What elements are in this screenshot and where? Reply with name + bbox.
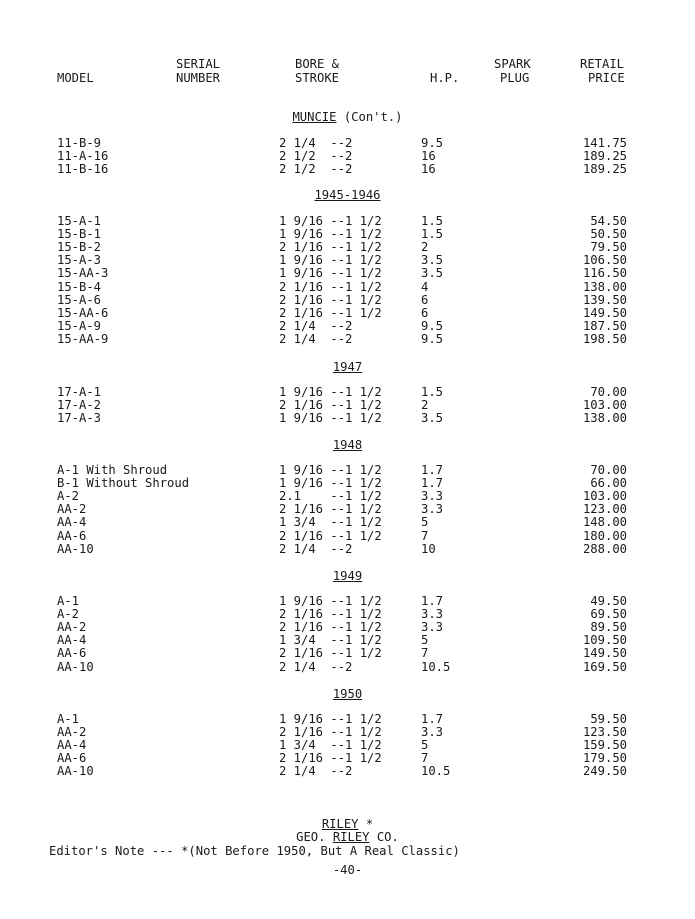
bore-stroke-cell: 2 1/4 --2 xyxy=(279,541,353,556)
hp-cell: 6 xyxy=(421,305,429,320)
hp-cell: 9.5 xyxy=(421,331,444,346)
hp-cell: 10.5 xyxy=(421,659,451,674)
price-cell: 59.50 xyxy=(590,712,627,726)
company-prefix: GEO. xyxy=(296,830,333,844)
header-retail-line2: PRICE xyxy=(588,71,625,85)
hp-cell: 10.5 xyxy=(421,764,451,779)
page-number: -40- xyxy=(332,863,363,877)
header-bore-line2: STROKE xyxy=(295,71,340,85)
price-cell: 187.50 xyxy=(582,318,627,333)
price-cell: 66.00 xyxy=(590,476,627,491)
section-title xyxy=(0,188,695,202)
model-cell: A-1 With Shroud xyxy=(57,463,168,477)
price-cell: 70.00 xyxy=(590,385,627,399)
header-serial-line1: SERIAL xyxy=(176,57,221,71)
model-cell: AA-4 xyxy=(57,633,87,648)
bore-stroke-cell: 2 1/4 --2 xyxy=(279,764,353,779)
bore-stroke-cell: 1 9/16 --1 1/2 xyxy=(279,712,382,726)
bore-stroke-cell: 1 3/4 --1 1/2 xyxy=(279,515,382,530)
header-serial-line2: NUMBER xyxy=(176,71,221,85)
company-line xyxy=(0,831,695,844)
price-cell: 103.00 xyxy=(582,398,627,413)
bore-stroke-cell: 1 3/4 --1 1/2 xyxy=(279,738,382,753)
model-cell: 15-AA-9 xyxy=(57,331,109,346)
bore-stroke-cell: 2 1/2 --2 xyxy=(279,162,353,177)
model-cell: 15-B-4 xyxy=(57,279,102,294)
section-title-text: 1948 xyxy=(332,438,363,452)
model-cell: A-2 xyxy=(57,607,80,622)
table-row xyxy=(0,163,695,176)
table-row xyxy=(0,241,695,254)
model-cell: 15-AA-3 xyxy=(57,266,109,281)
bore-stroke-cell: 2 1/16 --1 1/2 xyxy=(279,751,382,766)
hp-cell: 3.3 xyxy=(421,502,444,517)
header-bore-line1: BORE & xyxy=(295,57,340,71)
model-cell: AA-4 xyxy=(57,515,87,530)
hp-cell: 1.5 xyxy=(421,214,444,228)
hp-cell: 7 xyxy=(421,751,429,766)
price-cell: 106.50 xyxy=(582,253,627,268)
price-cell: 139.50 xyxy=(582,292,627,307)
bore-stroke-cell: 2 1/16 --1 1/2 xyxy=(279,502,382,517)
section-title-text: 1950 xyxy=(332,687,363,701)
price-cell: 141.75 xyxy=(582,136,627,150)
bore-stroke-cell: 2 1/2 --2 xyxy=(279,149,353,164)
price-cell: 138.00 xyxy=(582,279,627,294)
table-row xyxy=(0,215,695,228)
model-cell: 15-B-1 xyxy=(57,227,102,242)
bore-stroke-cell: 2 1/4 --2 xyxy=(279,136,353,150)
editor-note: Editor's Note --- *(Not Before 1950, But A Real Classic) xyxy=(49,844,460,858)
table-row xyxy=(0,228,695,241)
model-cell: AA-6 xyxy=(57,751,87,766)
model-cell: 11-B-9 xyxy=(57,136,102,150)
table-row xyxy=(0,320,695,333)
table-row xyxy=(0,765,695,778)
price-cell: 79.50 xyxy=(590,240,627,255)
hp-cell: 7 xyxy=(421,646,429,661)
model-cell: 15-A-6 xyxy=(57,292,102,307)
price-cell: 103.00 xyxy=(582,489,627,504)
model-cell: A-1 xyxy=(57,594,80,608)
hp-cell: 1.7 xyxy=(421,594,444,608)
section-title-text: MUNCIE xyxy=(292,110,337,124)
section-title xyxy=(0,569,695,583)
model-cell: AA-6 xyxy=(57,528,87,543)
bore-stroke-cell: 2 1/16 --1 1/2 xyxy=(279,646,382,661)
hp-cell: 3.5 xyxy=(421,253,444,268)
price-cell: 109.50 xyxy=(582,633,627,648)
model-cell: 15-A-1 xyxy=(57,214,102,228)
hp-cell: 4 xyxy=(421,279,429,294)
price-cell: 123.50 xyxy=(582,725,627,740)
hp-cell: 1.7 xyxy=(421,712,444,726)
price-cell: 169.50 xyxy=(582,659,627,674)
hp-cell: 16 xyxy=(421,162,436,177)
company-suffix: CO. xyxy=(369,830,399,844)
model-cell: AA-10 xyxy=(57,541,94,556)
hp-cell: 16 xyxy=(421,149,436,164)
hp-cell: 3.5 xyxy=(421,411,444,426)
hp-cell: 6 xyxy=(421,292,429,307)
hp-cell: 1.7 xyxy=(421,463,444,477)
table-row xyxy=(0,333,695,346)
bore-stroke-cell: 2 1/4 --2 xyxy=(279,659,353,674)
bore-stroke-cell: 1 9/16 --1 1/2 xyxy=(279,476,382,491)
model-cell: AA-2 xyxy=(57,620,87,635)
table-row xyxy=(0,412,695,425)
price-cell: 149.50 xyxy=(582,646,627,661)
bore-stroke-cell: 2 1/16 --1 1/2 xyxy=(279,240,382,255)
model-cell: AA-2 xyxy=(57,502,87,517)
bore-stroke-cell: 2 1/16 --1 1/2 xyxy=(279,398,382,413)
model-cell: AA-10 xyxy=(57,659,94,674)
price-cell: 69.50 xyxy=(590,607,627,622)
hp-cell: 9.5 xyxy=(421,318,444,333)
section-title-text: 1949 xyxy=(332,569,363,583)
bore-stroke-cell: 2 1/16 --1 1/2 xyxy=(279,725,382,740)
table-row xyxy=(0,595,695,608)
model-cell: A-2 xyxy=(57,489,80,504)
hp-cell: 10 xyxy=(421,541,436,556)
hp-cell: 3.3 xyxy=(421,489,444,504)
hp-cell: 2 xyxy=(421,398,429,413)
bore-stroke-cell: 2 1/16 --1 1/2 xyxy=(279,279,382,294)
header-retail-line1: RETAIL xyxy=(580,57,625,71)
model-cell: 17-A-2 xyxy=(57,398,102,413)
bore-stroke-cell: 2 1/16 --1 1/2 xyxy=(279,292,382,307)
model-cell: A-1 xyxy=(57,712,80,726)
price-cell: 138.00 xyxy=(582,411,627,426)
table-row xyxy=(0,150,695,163)
bore-stroke-cell: 1 9/16 --1 1/2 xyxy=(279,227,382,242)
model-cell: AA-2 xyxy=(57,725,87,740)
table-row xyxy=(0,543,695,556)
section-title xyxy=(0,110,695,124)
table-row xyxy=(0,294,695,307)
model-cell: 15-A-9 xyxy=(57,318,102,333)
bore-stroke-cell: 1 9/16 --1 1/2 xyxy=(279,411,382,426)
hp-cell: 1.7 xyxy=(421,476,444,491)
table-row xyxy=(0,464,695,477)
hp-cell: 1.5 xyxy=(421,385,444,399)
table-row xyxy=(0,386,695,399)
hp-cell: 5 xyxy=(421,515,429,530)
table-row xyxy=(0,739,695,752)
section-title xyxy=(0,438,695,452)
price-cell: 189.25 xyxy=(582,162,627,177)
table-row xyxy=(0,530,695,543)
section-title xyxy=(0,687,695,701)
table-row xyxy=(0,713,695,726)
table-row xyxy=(0,634,695,647)
table-row xyxy=(0,399,695,412)
model-cell: 15-B-2 xyxy=(57,240,102,255)
bore-stroke-cell: 1 9/16 --1 1/2 xyxy=(279,594,382,608)
price-cell: 50.50 xyxy=(590,227,627,242)
bore-stroke-cell: 2 1/16 --1 1/2 xyxy=(279,607,382,622)
model-cell: 15-A-3 xyxy=(57,253,102,268)
model-cell: 17-A-1 xyxy=(57,385,102,399)
hp-cell: 3.3 xyxy=(421,620,444,635)
section-title-suffix: (Con't.) xyxy=(336,110,403,124)
hp-cell: 3.3 xyxy=(421,725,444,740)
price-cell: 249.50 xyxy=(582,764,627,779)
bore-stroke-cell: 1 9/16 --1 1/2 xyxy=(279,266,382,281)
model-cell: 17-A-3 xyxy=(57,411,102,426)
price-cell: 288.00 xyxy=(582,541,627,556)
model-cell: 11-A-16 xyxy=(57,149,109,164)
table-row xyxy=(0,621,695,634)
table-row xyxy=(0,726,695,739)
price-cell: 49.50 xyxy=(590,594,627,608)
table-row xyxy=(0,752,695,765)
table-row xyxy=(0,281,695,294)
price-cell: 54.50 xyxy=(590,214,627,228)
hp-cell: 7 xyxy=(421,528,429,543)
hp-cell: 9.5 xyxy=(421,136,444,150)
bore-stroke-cell: 1 9/16 --1 1/2 xyxy=(279,253,382,268)
header-model: MODEL xyxy=(57,71,94,85)
table-row xyxy=(0,608,695,621)
hp-cell: 3.3 xyxy=(421,607,444,622)
model-cell: AA-4 xyxy=(57,738,87,753)
table-row xyxy=(0,477,695,490)
table-row xyxy=(0,490,695,503)
price-cell: 116.50 xyxy=(582,266,627,281)
price-cell: 198.50 xyxy=(582,331,627,346)
hp-cell: 5 xyxy=(421,633,429,648)
hp-cell: 5 xyxy=(421,738,429,753)
bore-stroke-cell: 2 1/16 --1 1/2 xyxy=(279,528,382,543)
table-row xyxy=(0,137,695,150)
price-cell: 180.00 xyxy=(582,528,627,543)
bore-stroke-cell: 2.1 --1 1/2 xyxy=(279,489,382,504)
model-cell: AA-10 xyxy=(57,764,94,779)
header-spark-line2: PLUG xyxy=(500,71,530,85)
table-row xyxy=(0,267,695,280)
price-cell: 123.00 xyxy=(582,502,627,517)
price-cell: 179.50 xyxy=(582,751,627,766)
bore-stroke-cell: 2 1/16 --1 1/2 xyxy=(279,305,382,320)
header-hp: H.P. xyxy=(430,71,460,85)
bore-stroke-cell: 1 9/16 --1 1/2 xyxy=(279,214,382,228)
table-row xyxy=(0,516,695,529)
company-name: RILEY xyxy=(332,830,370,844)
price-cell: 70.00 xyxy=(590,463,627,477)
model-cell: AA-6 xyxy=(57,646,87,661)
price-cell: 159.50 xyxy=(582,738,627,753)
model-cell: 15-AA-6 xyxy=(57,305,109,320)
bore-stroke-cell: 2 1/4 --2 xyxy=(279,331,353,346)
bore-stroke-cell: 1 9/16 --1 1/2 xyxy=(279,463,382,477)
table-row xyxy=(0,307,695,320)
section-title-text: 1947 xyxy=(332,360,363,374)
table-row xyxy=(0,647,695,660)
table-row xyxy=(0,503,695,516)
bore-stroke-cell: 1 9/16 --1 1/2 xyxy=(279,385,382,399)
price-cell: 189.25 xyxy=(582,149,627,164)
hp-cell: 1.5 xyxy=(421,227,444,242)
bore-stroke-cell: 1 3/4 --1 1/2 xyxy=(279,633,382,648)
header-spark-line1: SPARK xyxy=(494,57,531,71)
hp-cell: 3.5 xyxy=(421,266,444,281)
hp-cell: 2 xyxy=(421,240,429,255)
price-cell: 89.50 xyxy=(590,620,627,635)
table-row xyxy=(0,661,695,674)
table-row xyxy=(0,254,695,267)
price-cell: 148.00 xyxy=(582,515,627,530)
riley-title: RILEY xyxy=(321,817,359,831)
price-cell: 149.50 xyxy=(582,305,627,320)
section-title-text: 1945-1946 xyxy=(314,188,381,202)
riley-asterisk: * xyxy=(358,817,374,831)
model-cell: 11-B-16 xyxy=(57,162,109,177)
section-title xyxy=(0,360,695,374)
bore-stroke-cell: 2 1/4 --2 xyxy=(279,318,353,333)
bore-stroke-cell: 2 1/16 --1 1/2 xyxy=(279,620,382,635)
model-cell: B-1 Without Shroud xyxy=(57,476,190,491)
